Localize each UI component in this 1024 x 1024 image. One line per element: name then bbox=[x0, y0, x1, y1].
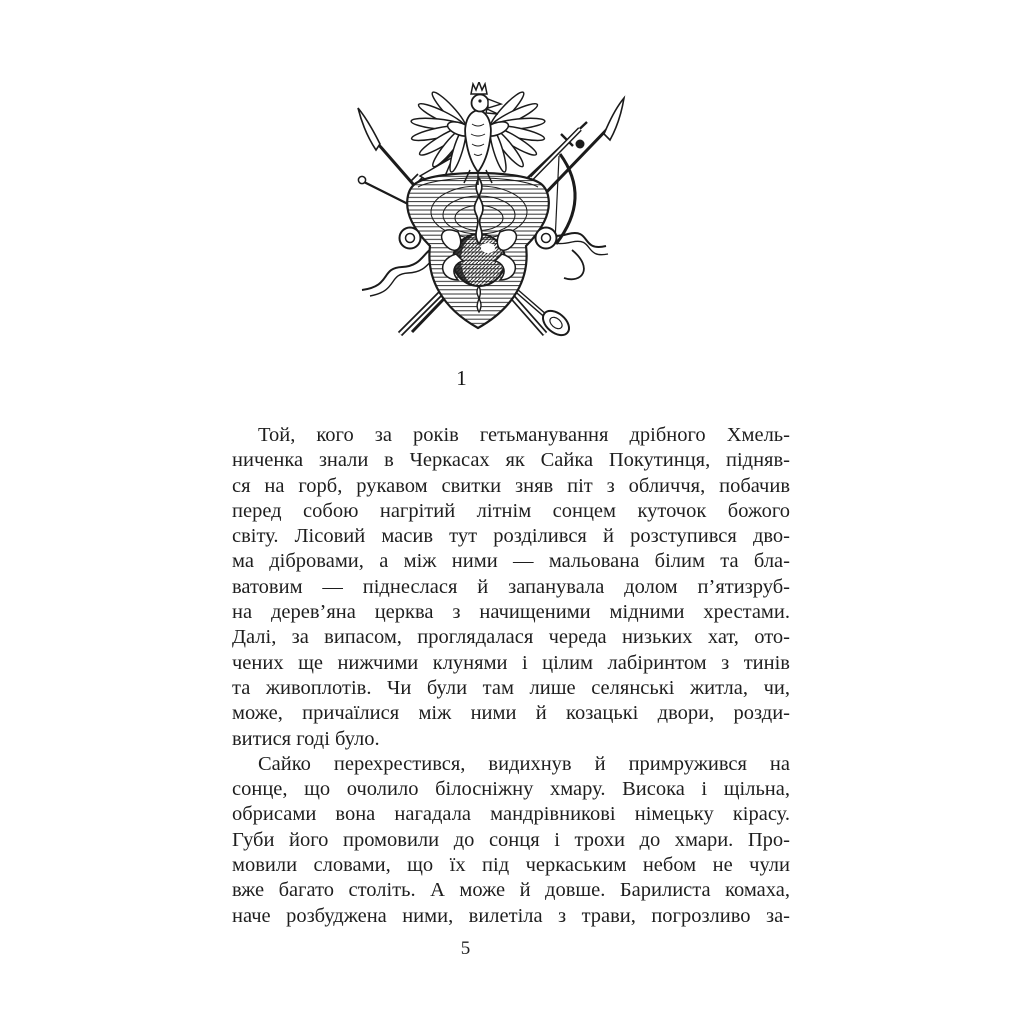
text-line: перед собою нагрітий літнім сонцем куточок божого bbox=[232, 499, 790, 522]
paragraph bbox=[232, 423, 790, 752]
text-line: світу. Лісовий масив тут розділився й розступився дво- bbox=[232, 525, 790, 548]
lance-grip bbox=[576, 140, 585, 149]
rod-pommel bbox=[358, 176, 365, 183]
bow-string bbox=[555, 156, 559, 242]
text-line: вже багато століть. А може й довше. Барилиста комаха, bbox=[232, 879, 790, 902]
volute-right bbox=[536, 228, 557, 249]
left-lance-blade bbox=[358, 108, 380, 150]
eagle-head bbox=[472, 95, 489, 112]
text-line: ниченка знали в Черкасах як Сайка Покутинця, підняв- bbox=[232, 449, 790, 472]
text-line: може, причаїлися між ними й козацькі двори, розди- bbox=[232, 702, 790, 725]
ball-highlight bbox=[481, 243, 495, 253]
chapter-number: 1 bbox=[456, 366, 467, 390]
text-line: Далі, за випасом, проглядалася череда низьких хат, ото- bbox=[232, 626, 790, 649]
text-line: мовили словами, що їх під черкаським небом не чули bbox=[232, 854, 790, 877]
crown bbox=[471, 82, 487, 94]
text-block bbox=[232, 423, 790, 929]
eagle-eye bbox=[478, 99, 481, 102]
text-line: ватовим — піднеслася й запанувала долом п’ятизруб- bbox=[232, 575, 790, 598]
text-line: ся на горб, рукавом свитки зняв піт з обличчя, побачив bbox=[232, 474, 790, 497]
flame bbox=[474, 178, 482, 244]
chapter-emblem-icon bbox=[352, 82, 672, 348]
right-lance-blade bbox=[604, 98, 624, 140]
eagle-beak-lower bbox=[486, 109, 498, 114]
text-line: обрисами вона нагадала мандрівникові німецьку кірасу. bbox=[232, 803, 790, 826]
text-line: сонце, що очолило білосніжну хмару. Висока і щільна, bbox=[232, 778, 790, 801]
text-line: Сайко перехрестився, видихнув й примружився на bbox=[258, 752, 790, 775]
volute-left bbox=[400, 228, 421, 249]
page-number: 5 bbox=[460, 938, 471, 959]
ribbon-curl bbox=[564, 250, 584, 279]
paragraph bbox=[232, 752, 790, 929]
text-line: Той, кого за років гетьманування дрібного Хмель- bbox=[258, 424, 790, 446]
eagle-body bbox=[465, 110, 491, 172]
text-line: та живоплотів. Чи були там лише селянські житла, чи, bbox=[232, 676, 790, 699]
text-line: на дерев’яна церква з начищеними мідними хрестами. bbox=[232, 601, 790, 624]
eagle-beak-upper bbox=[488, 99, 501, 108]
text-line: Губи його промовили до сонця і трохи до хмари. Про- bbox=[232, 828, 790, 851]
text-line: витися годі було. bbox=[232, 727, 380, 750]
text-line: наче розбуджена ними, вилетіла з трави, погрозливо за- bbox=[232, 904, 790, 927]
text-line: чених ще нижчими клунями і цілим лабіринтом з тинів bbox=[232, 651, 790, 674]
text-line: ма дібровами, а між ними — мальована білим та бла- bbox=[232, 550, 790, 573]
